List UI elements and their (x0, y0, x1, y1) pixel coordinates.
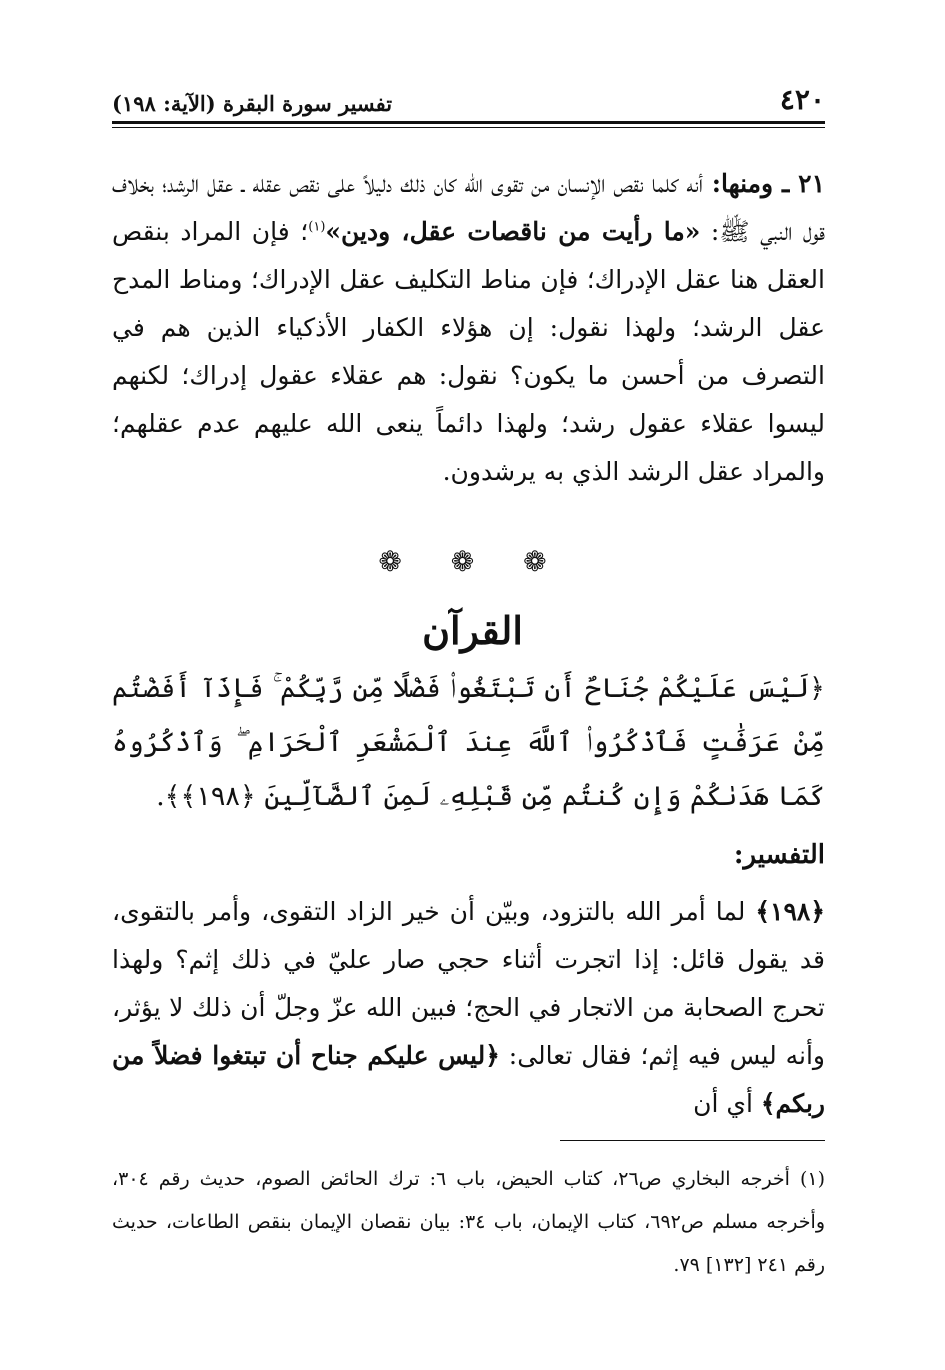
page-header (112, 82, 825, 116)
paragraph-lead: ٢١ ـ ومنها: (702, 169, 825, 198)
paragraph-text: أنه كلما نقص الإنسان من تقوى الله كان ذلك دليلاً على نقص عقله ـ عقل الرشد؛ بخلاف قول النبي ﷺ: (112, 169, 825, 246)
tafsir-paragraph (112, 888, 825, 1128)
quran-heading: القرآن (422, 608, 523, 653)
paragraph-text-cont: ؛ فإن المراد بنقص العقل هنا عقل الإدراك؛ فإن مناط التكليف عقل الإدراك؛ ومناط المدح عقل الرشد؛ ولهذا نقول: إن هؤلاء الكفار الأذكياء الذين هم في التصرف من أحسن ما يكون؟ نقول: هم عقلاء عقول إدراك؛ لكنهم ليسوا عقلاء عقول رشد؛ ولهذا دائماً ينعى الله عليهم عدم عقلهم؛ والمراد عقل الرشد الذي به يرشدون. (112, 217, 825, 486)
footnote-rule (560, 1140, 825, 1141)
verse-quote: ﴿ليس عليكم جناح أن تبتغوا فضلاً من ربكم﴾ (112, 1041, 825, 1118)
tafsir-heading: التفسير: (733, 840, 825, 870)
page-number: ٤٢٠ (779, 83, 825, 116)
header-rule-thick (112, 121, 825, 124)
quran-verse: ﴿لَيْسَ عَلَيْكُمْ جُنَاحٌ أَن تَبْتَغُوا۟ فَضْلًا مِّن رَّبِّكُمْ ۚ فَإِذَآ أَفَضْتُم مِّنْ عَرَفَٰتٍ فَٱذْكُرُوا۟ ٱللَّهَ عِندَ ٱلْمَشْعَرِ ٱلْحَرَامِ ۖ وَٱذْكُرُوهُ كَمَا هَدَىٰكُمْ وَإِن كُنتُم مِّن قَبْلِهِۦ لَمِنَ ٱلضَّآلِّينَ ﴿١٩٨﴾﴾. (112, 673, 825, 812)
hadith-quote: «ما رأيت من ناقصات عقل، ودين» (325, 217, 701, 246)
tafsir-text: لما أمر الله بالتزود، وبيّن أن خير الزاد التقوى، وأمر بالتقوى، قد يقول قائل: إذا اتجرت أثناء حجي صار عليّ في ذلك إثم؟ ولهذا تحرج الصحابة من الاتجار في الحج؛ فبين الله عزّ وجلّ أن ذلك لا يؤثر، وأنه ليس فيه إثم؛ فقال تعالى: (112, 897, 825, 1070)
footnote-1: (١) أخرجه البخاري ص٢٦، كتاب الحيض، باب ٦: ترك الحائض الصوم، حديث رقم ٣٠٤، وأخرجه مسلم ص٦٩٢، كتاب الإيمان، باب ٣٤: بيان نقصان الإيمان بنقص الطاعات، حديث رقم ٢٤١ [١٣٢] ٧٩. (112, 1168, 826, 1276)
header-rule-thin (112, 127, 825, 128)
tafsir-text-cont: أي أن (693, 1089, 761, 1118)
footnote-ref[interactable]: (١) (308, 219, 326, 235)
paragraph-21 (112, 160, 825, 496)
running-title: تفسير سورة البقرة (الآية: ١٩٨) (112, 91, 393, 116)
section-separator: ❁ ❁ ❁ (378, 545, 567, 578)
verse-number-ref: ﴿١٩٨﴾ (755, 897, 825, 926)
